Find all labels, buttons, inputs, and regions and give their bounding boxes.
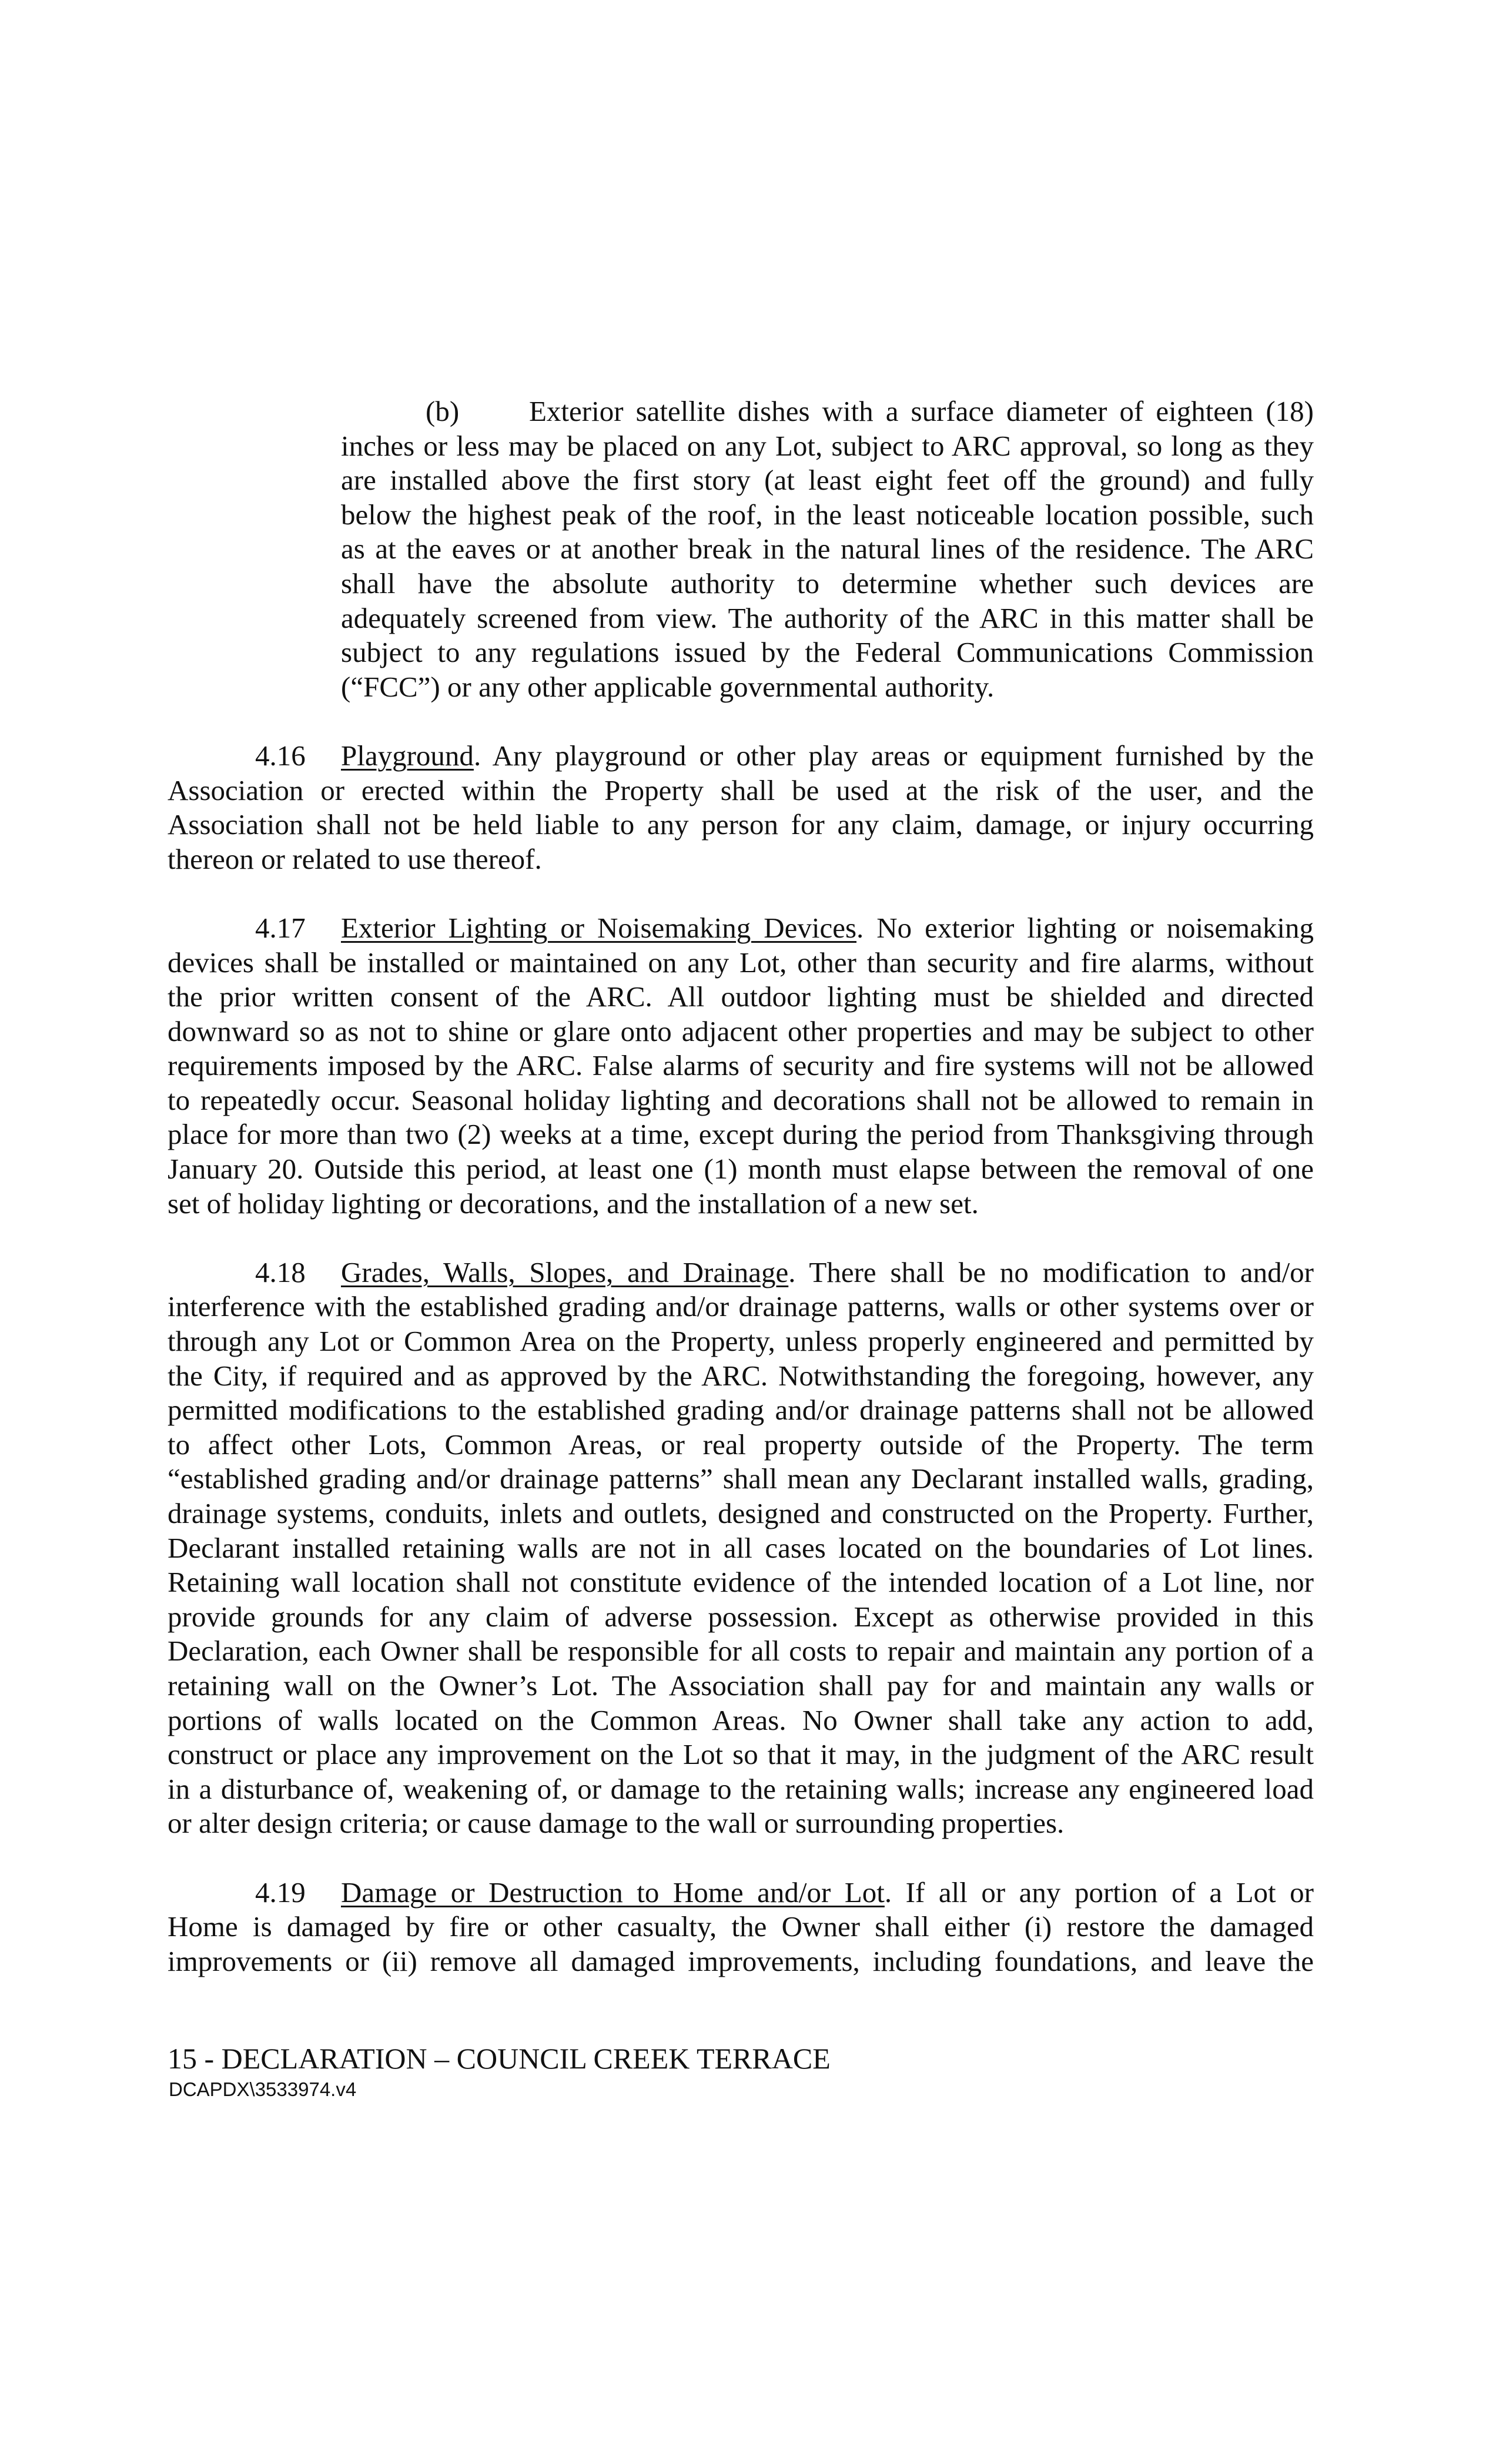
first-line-body: . Any playground or other play areas or equipment furnished by the: [473, 739, 1314, 772]
paragraph-line: devices shall be installed or maintained on any Lot, other than security and fire alarms, without: [168, 946, 1314, 979]
section-paragraph: [168, 911, 1314, 1221]
paragraph-line: Home is damaged by fire or other casualty, the Owner shall either (i) restore the damaged: [168, 1910, 1314, 1943]
paragraph-line: are installed above the first story (at least eight feet off the ground) and fully: [341, 464, 1314, 497]
section-paragraph: [168, 739, 1314, 876]
paragraph-line: permitted modifications to the established grading and/or drainage patterns shall not be allowed: [168, 1394, 1314, 1427]
paragraph-line: portions of walls located on the Common Areas. No Owner shall take any action to add,: [168, 1703, 1314, 1736]
paragraph-line: as at the eaves or at another break in the natural lines of the residence. The ARC: [341, 533, 1314, 565]
first-line-text: [341, 1876, 1314, 1910]
paragraph-first-line: [168, 1256, 1314, 1290]
section-paragraph: [168, 1876, 1314, 1979]
first-line-body: . There shall be no modification to and/or: [788, 1256, 1314, 1288]
section-title: Grades, Walls, Slopes, and Drainage: [341, 1256, 789, 1288]
document-body: [168, 394, 1314, 2013]
first-line-body: Exterior satellite dishes with a surface diameter of eighteen (18): [529, 395, 1314, 427]
paragraph-first-line: [168, 1876, 1314, 1910]
section-number: 4.17: [255, 911, 306, 944]
footer-page-title: 15 - DECLARATION – COUNCIL CREEK TERRACE: [168, 2042, 831, 2075]
paragraph-line: the City, if required and as approved by the ARC. Notwithstanding the foregoing, however, any: [168, 1359, 1314, 1392]
first-line-body: . If all or any portion of a Lot or: [884, 1876, 1314, 1909]
paragraph-first-line: [168, 739, 1314, 774]
paragraph-line: “established grading and/or drainage patterns” shall mean any Declarant installed walls, grading,: [168, 1462, 1314, 1495]
paragraph-line: place for more than two (2) weeks at a time, except during the period from Thanksgiving through: [168, 1118, 1314, 1151]
section-title: Damage or Destruction to Home and/or Lot: [341, 1876, 885, 1909]
footer-document-id: DCAPDX\3533974.v4: [169, 2078, 357, 2100]
first-line-text: [341, 739, 1314, 774]
paragraph-line: subject to any regulations issued by the Federal Communications Commission: [341, 636, 1314, 669]
paragraph-line: January 20. Outside this period, at least one (1) month must elapse between the removal of one: [168, 1153, 1314, 1186]
paragraph-line: improvements or (ii) remove all damaged improvements, including foundations, and leave the: [168, 1944, 1314, 1977]
paragraph-line: inches or less may be placed on any Lot, subject to ARC approval, so long as they: [341, 429, 1314, 462]
section-number: 4.18: [255, 1256, 306, 1288]
paragraph-line: shall have the absolute authority to determine whether such devices are: [341, 567, 1314, 600]
paragraph-line: to repeatedly occur. Seasonal holiday lighting and decorations shall not be allowed to remain in: [168, 1083, 1314, 1116]
paragraph-line: (“FCC”) or any other applicable governmental authority.: [341, 670, 995, 703]
paragraph-line: provide grounds for any claim of adverse possession. Except as otherwise provided in this: [168, 1600, 1314, 1633]
paragraph-line: adequately screened from view. The authority of the ARC in this matter shall be: [341, 601, 1314, 634]
subsection-paragraph: [341, 394, 1314, 704]
paragraph-line: downward so as not to shine or glare onto adjacent other properties and may be subject to other: [168, 1015, 1314, 1047]
paragraph-line: Declarant installed retaining walls are not in all cases located on the boundaries of Lot lines.: [168, 1531, 1314, 1564]
paragraph-line: Association shall not be held liable to any person for any claim, damage, or injury occurring: [168, 808, 1314, 841]
paragraph-line: or alter design criteria; or cause damage to the wall or surrounding properties.: [168, 1807, 1065, 1840]
section-number: (b): [426, 395, 460, 427]
paragraph-line: the prior written consent of the ARC. All outdoor lighting must be shielded and directed: [168, 980, 1314, 1013]
paragraph-first-line: [168, 911, 1314, 946]
paragraph-line: thereon or related to use thereof.: [168, 842, 542, 875]
paragraph-line: Declaration, each Owner shall be responsible for all costs to repair and maintain any portion of a: [168, 1635, 1314, 1668]
paragraph-line: construct or place any improvement on the Lot so that it may, in the judgment of the ARC result: [168, 1738, 1314, 1771]
section-paragraph: [168, 1256, 1314, 1841]
paragraph-line: to affect other Lots, Common Areas, or real property outside of the Property. The term: [168, 1428, 1314, 1461]
section-number: 4.19: [255, 1876, 306, 1909]
paragraph-line: requirements imposed by the ARC. False alarms of security and fire systems will not be allowed: [168, 1049, 1314, 1082]
paragraph-line: Retaining wall location shall not constitute evidence of the intended location of a Lot line, nor: [168, 1566, 1314, 1599]
paragraph-line: through any Lot or Common Area on the Property, unless properly engineered and permitted by: [168, 1325, 1314, 1358]
first-line-text: [529, 394, 1314, 429]
paragraph-line: set of holiday lighting or decorations, and the installation of a new set.: [168, 1187, 979, 1220]
paragraph-line: below the highest peak of the roof, in the least noticeable location possible, such: [341, 498, 1314, 531]
paragraph-line: in a disturbance of, weakening of, or damage to the retaining walls; increase any engineered load: [168, 1772, 1314, 1805]
paragraph-line: retaining wall on the Owner’s Lot. The Association shall pay for and maintain any walls or: [168, 1669, 1314, 1702]
first-line-text: [341, 911, 1314, 946]
paragraph-line: interference with the established grading and/or drainage patterns, walls or other systems over or: [168, 1290, 1314, 1323]
section-number: 4.16: [255, 739, 306, 772]
paragraph-line: drainage systems, conduits, inlets and outlets, designed and constructed on the Property. Further,: [168, 1497, 1314, 1529]
first-line-text: [341, 1256, 1314, 1290]
paragraph-first-line: [341, 394, 1314, 429]
section-title: Exterior Lighting or Noisemaking Devices: [341, 911, 857, 944]
paragraph-line: Association or erected within the Property shall be used at the risk of the user, and the: [168, 774, 1314, 806]
first-line-body: . No exterior lighting or noisemaking: [856, 911, 1314, 944]
section-title: Playground: [341, 739, 474, 772]
